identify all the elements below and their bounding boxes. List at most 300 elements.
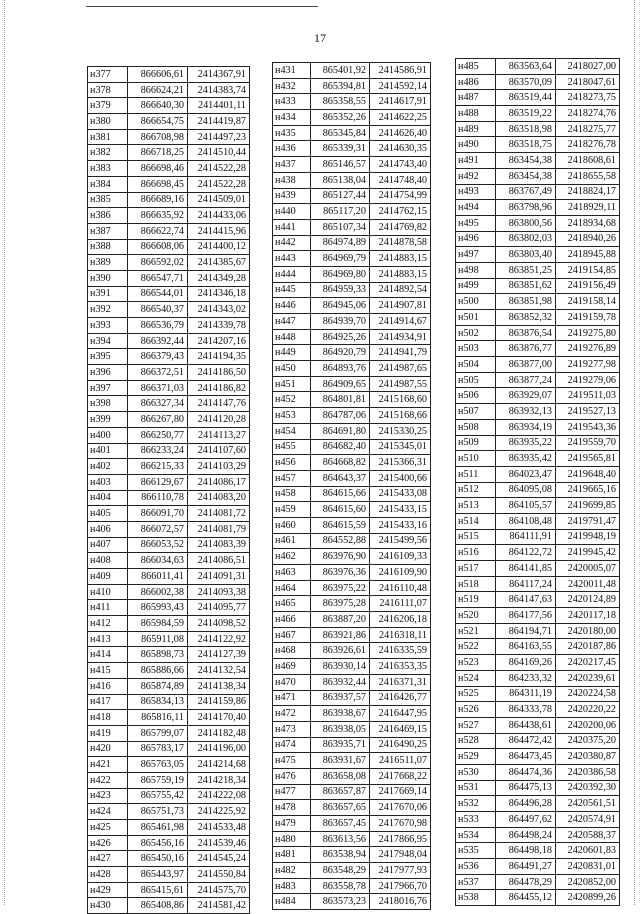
x-coordinate: 866698,46: [128, 161, 188, 177]
y-coordinate: 2418934,68: [556, 215, 620, 231]
y-coordinate: 2419279,06: [556, 372, 620, 388]
x-coordinate: 864615,60: [311, 502, 370, 518]
point-id: н425: [88, 820, 128, 836]
table-row: [88, 820, 250, 836]
y-coordinate: 2420124,89: [556, 592, 620, 608]
table-row: [456, 827, 620, 843]
table-row: [88, 521, 250, 537]
y-coordinate: 2414497,23: [188, 129, 250, 145]
point-id: н530: [456, 764, 496, 780]
x-coordinate: 865763,05: [128, 757, 188, 773]
y-coordinate: 2414086,51: [188, 553, 250, 569]
table-row: [273, 690, 431, 706]
point-id: н504: [456, 357, 496, 373]
y-coordinate: 2414159,86: [188, 694, 250, 710]
x-coordinate: 865450,16: [128, 851, 188, 867]
table-row: [88, 302, 250, 318]
point-id: н522: [456, 639, 496, 655]
x-coordinate: 864959,33: [311, 282, 370, 298]
x-coordinate: 866544,01: [128, 286, 188, 302]
table-row: [456, 717, 620, 733]
x-coordinate: 864668,82: [311, 455, 370, 471]
point-id: н421: [88, 757, 128, 773]
y-coordinate: 2418273,75: [556, 90, 620, 106]
y-coordinate: 2416109,90: [370, 565, 431, 581]
point-id: н430: [88, 898, 128, 914]
point-id: н392: [88, 302, 128, 318]
y-coordinate: 2415168,66: [370, 408, 431, 424]
y-coordinate: 2414630,35: [370, 141, 431, 157]
x-coordinate: 863518,98: [496, 121, 556, 137]
y-coordinate: 2414383,74: [188, 82, 250, 98]
point-id: н466: [273, 612, 311, 628]
table-row: [456, 608, 620, 624]
point-id: н405: [88, 506, 128, 522]
x-coordinate: 866129,67: [128, 474, 188, 490]
point-id: н410: [88, 584, 128, 600]
point-id: н441: [273, 219, 311, 235]
y-coordinate: 2417668,22: [370, 768, 431, 784]
table-row: [273, 486, 431, 502]
point-id: н507: [456, 404, 496, 420]
x-coordinate: 866091,70: [128, 506, 188, 522]
table-row: [456, 435, 620, 451]
point-id: н517: [456, 561, 496, 577]
point-id: н518: [456, 576, 496, 592]
point-id: н411: [88, 600, 128, 616]
x-coordinate: 863934,19: [496, 419, 556, 435]
table-row: [273, 78, 431, 94]
point-id: н381: [88, 129, 128, 145]
y-coordinate: 2414086,17: [188, 474, 250, 490]
x-coordinate: 866267,80: [128, 412, 188, 428]
y-coordinate: 2414522,28: [188, 176, 250, 192]
table-row: [456, 310, 620, 326]
y-coordinate: 2414207,16: [188, 333, 250, 349]
x-coordinate: 866392,44: [128, 333, 188, 349]
point-id: н506: [456, 388, 496, 404]
y-coordinate: 2420561,51: [556, 796, 620, 812]
y-coordinate: 2414987,55: [370, 376, 431, 392]
y-coordinate: 2414349,28: [188, 270, 250, 286]
y-coordinate: 2414170,40: [188, 710, 250, 726]
y-coordinate: 2416371,31: [370, 674, 431, 690]
x-coordinate: 863518,75: [496, 137, 556, 153]
point-id: н452: [273, 392, 311, 408]
point-id: н437: [273, 157, 311, 173]
x-coordinate: 863454,38: [496, 168, 556, 184]
point-id: н400: [88, 427, 128, 443]
point-id: н439: [273, 188, 311, 204]
y-coordinate: 2420899,26: [556, 890, 620, 906]
x-coordinate: 865911,08: [128, 631, 188, 647]
x-coordinate: 866536,79: [128, 318, 188, 334]
point-id: н496: [456, 231, 496, 247]
x-coordinate: 866250,77: [128, 427, 188, 443]
table-row: [456, 733, 620, 749]
x-coordinate: 863657,45: [311, 816, 370, 832]
point-id: н451: [273, 376, 311, 392]
table-row: [273, 706, 431, 722]
point-id: н502: [456, 325, 496, 341]
point-id: н418: [88, 710, 128, 726]
point-id: н482: [273, 863, 311, 879]
x-coordinate: 863938,67: [311, 706, 370, 722]
x-coordinate: 863519,44: [496, 90, 556, 106]
table-row: [456, 670, 620, 686]
table-row: [88, 270, 250, 286]
point-id: н382: [88, 145, 128, 161]
y-coordinate: 2419791,47: [556, 513, 620, 529]
point-id: н476: [273, 768, 311, 784]
table-row: [88, 427, 250, 443]
table-row: [273, 643, 431, 659]
point-id: н470: [273, 674, 311, 690]
point-id: н409: [88, 569, 128, 585]
point-id: н438: [273, 172, 311, 188]
x-coordinate: 863767,49: [496, 184, 556, 200]
y-coordinate: 2414113,27: [188, 427, 250, 443]
table-row: [456, 404, 620, 420]
y-coordinate: 2414892,54: [370, 282, 431, 298]
x-coordinate: 864945,06: [311, 298, 370, 314]
point-id: н391: [88, 286, 128, 302]
y-coordinate: 2414586,91: [370, 63, 431, 79]
table-row: [273, 251, 431, 267]
x-coordinate: 866034,63: [128, 553, 188, 569]
point-id: н429: [88, 882, 128, 898]
table-row: [273, 423, 431, 439]
table-row: [88, 506, 250, 522]
y-coordinate: 2414510,44: [188, 145, 250, 161]
x-coordinate: 866372,51: [128, 365, 188, 381]
y-coordinate: 2414769,82: [370, 219, 431, 235]
x-coordinate: 863931,67: [311, 753, 370, 769]
x-coordinate: 863932,44: [311, 674, 370, 690]
x-coordinate: 863548,29: [311, 863, 370, 879]
point-id: н494: [456, 200, 496, 216]
y-coordinate: 2414182,48: [188, 725, 250, 741]
point-id: н390: [88, 270, 128, 286]
x-coordinate: 865146,57: [311, 157, 370, 173]
table-row: [456, 137, 620, 153]
y-coordinate: 2420852,00: [556, 874, 620, 890]
point-id: н512: [456, 482, 496, 498]
point-id: н484: [273, 894, 311, 910]
point-id: н385: [88, 192, 128, 208]
point-id: н417: [88, 694, 128, 710]
table-row: [88, 176, 250, 192]
table-row: [456, 796, 620, 812]
point-id: н479: [273, 816, 311, 832]
x-coordinate: 863938,05: [311, 721, 370, 737]
y-coordinate: 2414581,42: [188, 898, 250, 914]
table-row: [456, 74, 620, 90]
x-coordinate: 866547,71: [128, 270, 188, 286]
table-row: [88, 239, 250, 255]
y-coordinate: 2414186,50: [188, 365, 250, 381]
y-coordinate: 2415366,31: [370, 455, 431, 471]
point-id: н407: [88, 537, 128, 553]
point-id: н533: [456, 812, 496, 828]
x-coordinate: 865886,66: [128, 663, 188, 679]
point-id: н498: [456, 262, 496, 278]
y-coordinate: 2416490,25: [370, 737, 431, 753]
table-row: [88, 114, 250, 130]
table-row: [273, 204, 431, 220]
y-coordinate: 2419565,81: [556, 451, 620, 467]
y-coordinate: 2414743,40: [370, 157, 431, 173]
point-id: н510: [456, 451, 496, 467]
point-id: н493: [456, 184, 496, 200]
point-id: н455: [273, 439, 311, 455]
point-id: н398: [88, 396, 128, 412]
table-row: [88, 380, 250, 396]
x-coordinate: 866606,61: [128, 67, 188, 83]
x-coordinate: 864969,79: [311, 251, 370, 267]
y-coordinate: 2414367,91: [188, 67, 250, 83]
point-id: н468: [273, 643, 311, 659]
point-id: н511: [456, 466, 496, 482]
point-id: н464: [273, 580, 311, 596]
point-id: н456: [273, 455, 311, 471]
x-coordinate: 863800,56: [496, 215, 556, 231]
x-coordinate: 863876,77: [496, 341, 556, 357]
table-row: [456, 388, 620, 404]
point-id: н514: [456, 513, 496, 529]
table-row: [273, 314, 431, 330]
y-coordinate: 2415330,25: [370, 423, 431, 439]
table-row: [88, 129, 250, 145]
table-row: [88, 365, 250, 381]
x-coordinate: 864311,19: [496, 686, 556, 702]
x-coordinate: 864496,28: [496, 796, 556, 812]
y-coordinate: 2419543,36: [556, 419, 620, 435]
x-coordinate: 864473,45: [496, 749, 556, 765]
table-row: [456, 843, 620, 859]
point-id: н516: [456, 545, 496, 561]
y-coordinate: 2414509,01: [188, 192, 250, 208]
x-coordinate: 865898,73: [128, 647, 188, 663]
point-id: н423: [88, 788, 128, 804]
point-id: н448: [273, 329, 311, 345]
y-coordinate: 2414343,02: [188, 302, 250, 318]
y-coordinate: 2419154,85: [556, 262, 620, 278]
x-coordinate: 864147,63: [496, 592, 556, 608]
x-coordinate: 863935,71: [311, 737, 370, 753]
table-row: [456, 639, 620, 655]
table-row: [273, 63, 431, 79]
point-id: н434: [273, 110, 311, 126]
y-coordinate: 2414222,08: [188, 788, 250, 804]
table-row: [273, 565, 431, 581]
point-id: н436: [273, 141, 311, 157]
x-coordinate: 863935,22: [496, 435, 556, 451]
y-coordinate: 2420011,48: [556, 576, 620, 592]
x-coordinate: 865993,43: [128, 600, 188, 616]
table-row: [88, 286, 250, 302]
point-id: н480: [273, 831, 311, 847]
x-coordinate: 863851,98: [496, 294, 556, 310]
table-row: [273, 392, 431, 408]
point-id: н491: [456, 153, 496, 169]
table-row: [88, 647, 250, 663]
point-id: н508: [456, 419, 496, 435]
table-row: [88, 569, 250, 585]
y-coordinate: 2414934,91: [370, 329, 431, 345]
point-id: н386: [88, 208, 128, 224]
point-id: н420: [88, 741, 128, 757]
y-coordinate: 2417977,93: [370, 863, 431, 879]
x-coordinate: 866592,02: [128, 255, 188, 271]
x-coordinate: 866011,41: [128, 569, 188, 585]
y-coordinate: 2414748,40: [370, 172, 431, 188]
point-id: н383: [88, 161, 128, 177]
point-id: н528: [456, 733, 496, 749]
point-id: н440: [273, 204, 311, 220]
point-id: н431: [273, 63, 311, 79]
table-row: [88, 537, 250, 553]
table-row: [88, 867, 250, 883]
y-coordinate: 2420180,00: [556, 623, 620, 639]
point-id: н435: [273, 125, 311, 141]
x-coordinate: 866689,16: [128, 192, 188, 208]
page-number: 17: [314, 31, 326, 45]
x-coordinate: 863921,86: [311, 627, 370, 643]
table-row: [456, 655, 620, 671]
y-coordinate: 2414550,84: [188, 867, 250, 883]
point-id: н481: [273, 847, 311, 863]
table-row: [88, 835, 250, 851]
table-row: [88, 443, 250, 459]
point-id: н415: [88, 663, 128, 679]
table-row: [456, 184, 620, 200]
coordinate-table-2: [272, 62, 431, 910]
table-row: [273, 816, 431, 832]
y-coordinate: 2414622,25: [370, 110, 431, 126]
table-row: [456, 513, 620, 529]
point-id: н393: [88, 318, 128, 334]
table-row: [88, 678, 250, 694]
x-coordinate: 866371,03: [128, 380, 188, 396]
table-row: [273, 517, 431, 533]
y-coordinate: 2420200,06: [556, 717, 620, 733]
table-row: [456, 545, 620, 561]
x-coordinate: 863852,32: [496, 310, 556, 326]
y-coordinate: 2419648,40: [556, 466, 620, 482]
y-coordinate: 2418945,88: [556, 247, 620, 263]
y-coordinate: 2415400,66: [370, 470, 431, 486]
point-id: н458: [273, 486, 311, 502]
y-coordinate: 2419156,49: [556, 278, 620, 294]
point-id: н412: [88, 616, 128, 632]
x-coordinate: 864475,13: [496, 780, 556, 796]
y-coordinate: 2420220,22: [556, 702, 620, 718]
point-id: н534: [456, 827, 496, 843]
y-coordinate: 2416511,07: [370, 753, 431, 769]
y-coordinate: 2419275,80: [556, 325, 620, 341]
y-coordinate: 2414081,72: [188, 506, 250, 522]
y-coordinate: 2414433,06: [188, 208, 250, 224]
y-coordinate: 2414083,20: [188, 490, 250, 506]
point-id: н513: [456, 498, 496, 514]
y-coordinate: 2414120,28: [188, 412, 250, 428]
x-coordinate: 863930,14: [311, 659, 370, 675]
point-id: н447: [273, 314, 311, 330]
x-coordinate: 865443,97: [128, 867, 188, 883]
x-coordinate: 864141,85: [496, 561, 556, 577]
x-coordinate: 864333,78: [496, 702, 556, 718]
table-row: [88, 349, 250, 365]
y-coordinate: 2420375,20: [556, 733, 620, 749]
x-coordinate: 865138,04: [311, 172, 370, 188]
table-row: [273, 784, 431, 800]
table-row: [456, 372, 620, 388]
y-coordinate: 2414186,82: [188, 380, 250, 396]
table-row: [88, 255, 250, 271]
table-row: [273, 157, 431, 173]
x-coordinate: 866624,21: [128, 82, 188, 98]
x-coordinate: 865461,98: [128, 820, 188, 836]
table-row: [456, 90, 620, 106]
table-row: [273, 94, 431, 110]
x-coordinate: 863658,08: [311, 768, 370, 784]
point-id: н394: [88, 333, 128, 349]
y-coordinate: 2414419,87: [188, 114, 250, 130]
point-id: н536: [456, 859, 496, 875]
y-coordinate: 2418608,61: [556, 153, 620, 169]
table-row: [88, 192, 250, 208]
y-coordinate: 2416206,18: [370, 612, 431, 628]
table-row: [88, 898, 250, 914]
table-row: [456, 215, 620, 231]
x-coordinate: 864169,26: [496, 655, 556, 671]
point-id: н527: [456, 717, 496, 733]
x-coordinate: 866327,34: [128, 396, 188, 412]
x-coordinate: 864455,12: [496, 890, 556, 906]
x-coordinate: 863573,23: [311, 894, 370, 910]
point-id: н475: [273, 753, 311, 769]
point-id: н519: [456, 592, 496, 608]
y-coordinate: 2414533,48: [188, 820, 250, 836]
table-row: [456, 278, 620, 294]
table-row: [273, 219, 431, 235]
table-row: [273, 376, 431, 392]
x-coordinate: 864552,88: [311, 533, 370, 549]
point-id: н414: [88, 647, 128, 663]
page-left-edge: [4, 0, 5, 905]
point-id: н463: [273, 565, 311, 581]
x-coordinate: 866635,92: [128, 208, 188, 224]
table-row: [456, 247, 620, 263]
point-id: н461: [273, 533, 311, 549]
y-coordinate: 2414907,81: [370, 298, 431, 314]
x-coordinate: 865408,86: [128, 898, 188, 914]
table-row: [456, 764, 620, 780]
point-id: н471: [273, 690, 311, 706]
y-coordinate: 2420117,18: [556, 608, 620, 624]
y-coordinate: 2416426,77: [370, 690, 431, 706]
x-coordinate: 865984,59: [128, 616, 188, 632]
x-coordinate: 864095,08: [496, 482, 556, 498]
x-coordinate: 864787,06: [311, 408, 370, 424]
x-coordinate: 865107,34: [311, 219, 370, 235]
x-coordinate: 866053,52: [128, 537, 188, 553]
point-id: н388: [88, 239, 128, 255]
x-coordinate: 866379,43: [128, 349, 188, 365]
table-row: [88, 631, 250, 647]
table-row: [88, 474, 250, 490]
